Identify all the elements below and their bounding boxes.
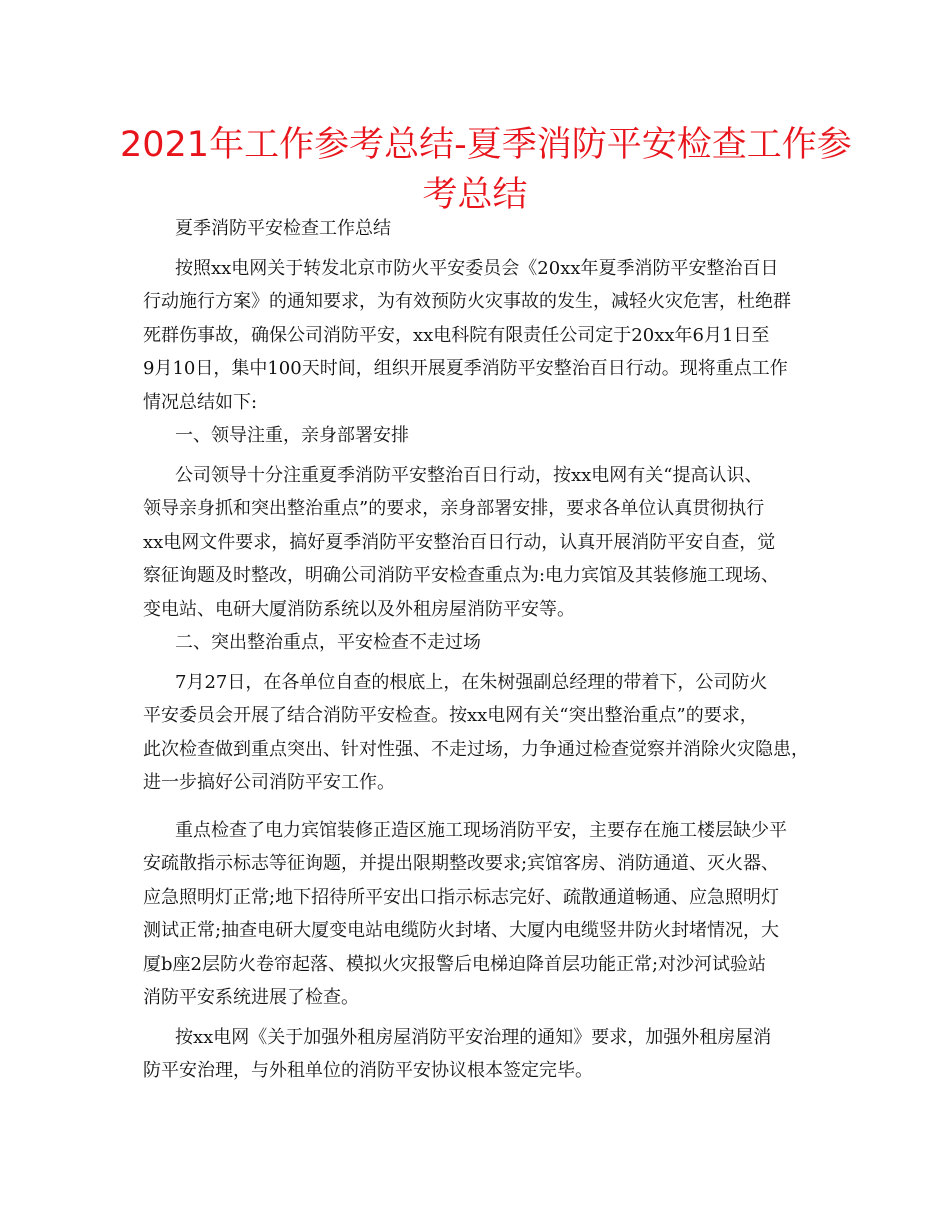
- paragraph-line: 重点检查了电力宾馆装修正造区施工现场消防平安，主要存在施工楼层缺少平: [175, 819, 787, 841]
- document-title: [120, 120, 852, 220]
- paragraph-line: 7月27日，在各单位自查的根底上，在朱树强副总经理的带着下，公司防火: [175, 671, 768, 693]
- paragraph-line: 平安委员会开展了结合消防平安检查。按xx电网有关“突出整治重点”的要求，: [143, 705, 758, 726]
- paragraph-line: 应急照明灯正常;地下招待所平安出口指示标志完好、疏散通道畅通、应急照明灯: [143, 886, 780, 908]
- paragraph-line: 安疏散指示标志等征询题，并提出限期整改要求;宾馆客房、消防通道、灭火器、: [143, 853, 780, 874]
- paragraph-line: 9月10日，集中100天时间，组织开展夏季消防平安整治百日行动。现将重点工作: [143, 358, 788, 379]
- paragraph-line: 消防平安系统进展了检查。: [143, 987, 359, 1008]
- paragraph-3: [143, 666, 823, 800]
- paragraph-1: [143, 252, 823, 420]
- paragraph-line: 死群伤事故，确保公司消防平安，xx电科院有限责任公司定于20xx年6月1日至: [143, 324, 770, 346]
- paragraph-line: 进一步搞好公司消防平安工作。: [143, 772, 395, 793]
- paragraph-line: 按照xx电网关于转发北京市防火平安委员会《20xx年夏季消防平安整治百日: [175, 257, 779, 279]
- paragraph-line: 此次检查做到重点突出、针对性强、不走过场，力争通过检查觉察并消除火灾隐患，: [143, 738, 809, 760]
- paragraph-line: 察征询题及时整改，明确公司消防平安检查重点为:电力宾馆及其装修施工现场、: [143, 565, 780, 586]
- paragraph-line: 测试正常;抽查电研大厦变电站电缆防火封堵、大厦内电缆竖井防火封堵情况，大: [143, 920, 780, 941]
- paragraph-5: [143, 1021, 823, 1088]
- paragraph-line: 变电站、电研大厦消防系统以及外租房屋消防平安等。: [143, 598, 575, 620]
- paragraph-line: 厦b座2层防火卷帘起落、模拟火灾报警后电梯迫降首层功能正常;对沙河试验站: [143, 953, 767, 975]
- document-body: [143, 212, 823, 1088]
- paragraph-line: 领导亲身抓和突出整治重点”的要求，亲身部署安排，要求各单位认真贯彻执行: [143, 498, 765, 519]
- paragraph-line: xx电网文件要求，搞好夏季消防平安整治百日行动，认真开展消防平安自查，觉: [143, 531, 776, 553]
- subtitle: 夏季消防平安检查工作总结: [175, 218, 391, 239]
- section-heading-2: 二、突出整治重点，平安检查不走过场: [175, 632, 481, 653]
- title-line-2: 考总结: [422, 175, 528, 215]
- paragraph-4: [143, 814, 823, 1015]
- paragraph-2: [143, 459, 823, 627]
- title-line-1: 2021年工作参考总结-夏季消防平安检查工作参: [120, 125, 852, 165]
- paragraph-line: 情况总结如下:: [143, 391, 258, 413]
- paragraph-line: 公司领导十分注重夏季消防平安整治百日行动，按xx电网有关“提高认识、: [175, 464, 763, 486]
- paragraph-line: 防平安治理，与外租单位的消防平安协议根本签定完毕。: [143, 1060, 593, 1081]
- section-heading-1: 一、领导注重，亲身部署安排: [175, 425, 409, 446]
- paragraph-line: 按xx电网《关于加强外租房屋消防平安治理的通知》要求，加强外租房屋消: [175, 1026, 772, 1048]
- paragraph-line: 行动施行方案》的通知要求，为有效预防火灾事故的发生，减轻火灾危害，杜绝群: [143, 291, 791, 312]
